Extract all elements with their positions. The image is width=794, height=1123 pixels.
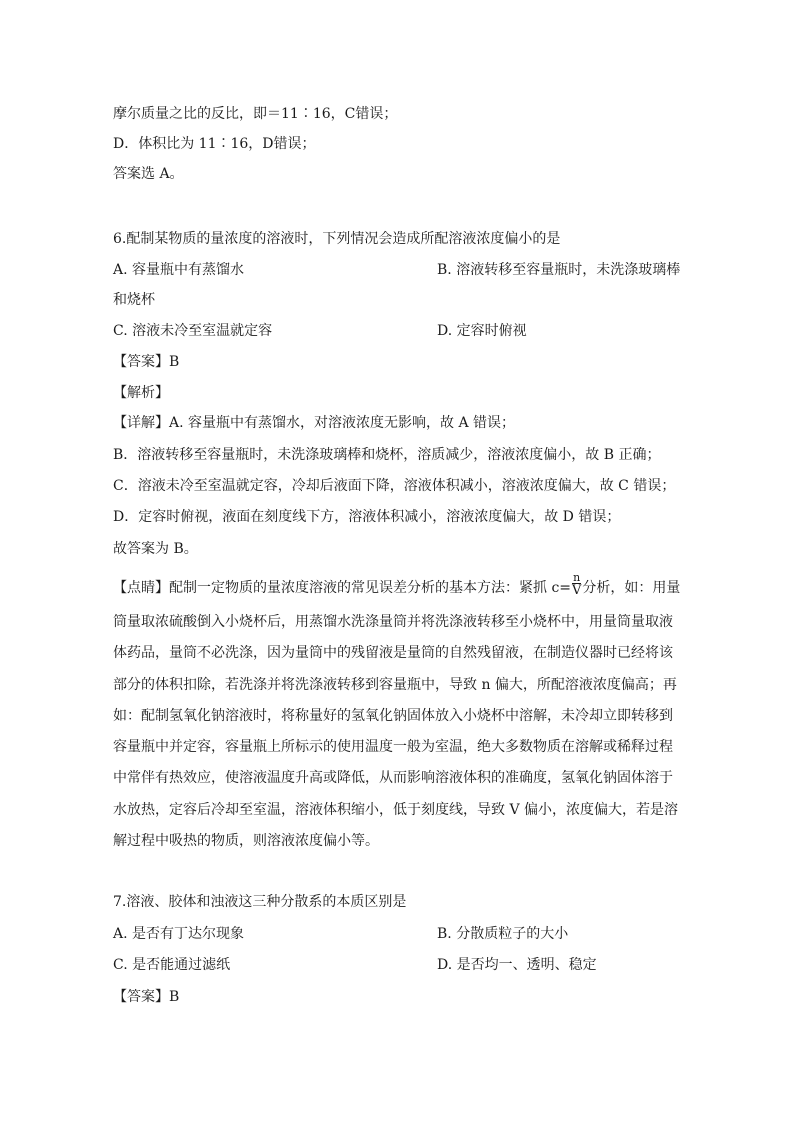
q6-option-b: B. 溶液转移至容量瓶时，未洗涤玻璃棒 [437, 262, 681, 278]
q6-analysis-title: 【解析】 [113, 385, 169, 401]
fraction-denominator: V [572, 583, 582, 598]
q6-answer: 【答案】B [113, 354, 180, 370]
q6-detail-b: B．溶液转移至容量瓶时，未洗涤玻璃棒和烧杯，溶质减少，溶液浓度偏小，故 B 正确； [113, 447, 661, 463]
concentration-fraction [572, 572, 581, 598]
q6-point-line: 水放热，定容后冷却至室温，溶液体积缩小，低于刻度线，导致 V 偏小，浓度偏大，若是溶 [113, 802, 679, 818]
q6-point-prefix: 【点睛】配制一定物质的量浓度溶液的常见误差分析的基本方法：紧抓 c= [113, 580, 572, 596]
q7-option-d: D. 是否均一、透明、稳定 [437, 957, 597, 973]
q6-point-suffix: 分析，如：用量 [582, 580, 681, 596]
q6-point-line: 部分的体积扣除，若洗涤并将洗涤液转移到容量瓶中，导致 n 偏大，所配溶液浓度偏高；再 [113, 677, 677, 693]
q7-option-b: B. 分散质粒子的大小 [437, 926, 569, 942]
q6-point-line: 如：配制氢氧化钠溶液时，将称量好的氢氧化钠固体放入小烧杯中溶解，未冷却立即转移到 [113, 708, 673, 724]
prev-solution-line-2: D．体积比为 11∶16，D错误； [113, 136, 316, 152]
prev-solution-line-1: 摩尔质量之比的反比，即＝11∶16，C错误； [113, 106, 398, 122]
q6-detail-d: D．定容时俯视，液面在刻度线下方，溶液体积减小，溶液浓度偏大，故 D 错误； [113, 509, 621, 525]
q6-point-line: 筒量取浓硫酸倒入小烧杯后，用蒸馏水洗涤量筒并将洗涤液转移至小烧杯中，用量筒量取液 [113, 614, 673, 630]
q6-detail-a: 【详解】A. 容量瓶中有蒸馏水，对溶液浓度无影响，故 A 错误； [113, 415, 516, 431]
q7-answer: 【答案】B [113, 989, 180, 1005]
q6-point-line: 体药品，量筒不必洗涤，因为量筒中的残留液是量筒的自然残留液，在制造仪器时已经将该 [113, 645, 673, 661]
q6-point-first-line [113, 571, 681, 601]
q6-point-line: 中常伴有热效应，使溶液温度升高或降低，从而影响溶液体积的准确度，氢氧化钠固体溶于 [113, 770, 673, 786]
q6-option-d: D. 定容时俯视 [437, 323, 527, 339]
q7-option-a: A. 是否有丁达尔现象 [113, 926, 245, 942]
q6-stem: 6.配制某物质的量浓度的溶液时，下列情况会造成所配溶液浓度偏小的是 [113, 231, 561, 247]
prev-solution-answer: 答案选 A。 [113, 166, 184, 182]
q6-conclusion: 故答案为 B。 [113, 541, 198, 557]
q6-point-line: 容量瓶中并定容，容量瓶上所标示的使用温度一般为室温，绝大多数物质在溶解或稀释过程 [113, 739, 673, 755]
q6-option-a: A. 容量瓶中有蒸馏水 [113, 262, 245, 278]
q7-stem: 7.溶液、胶体和浊液这三种分散系的本质区别是 [113, 894, 407, 910]
q6-detail-c: C．溶液未冷至室温就定容，冷却后液面下降，溶液体积减小，溶液浓度偏大，故 C 错误； [113, 478, 676, 494]
q7-option-c: C. 是否能通过滤纸 [113, 957, 231, 973]
q6-option-b-continued: 和烧杯 [113, 292, 155, 308]
q6-point-line: 解过程中吸热的物质，则溶液浓度偏小等。 [113, 833, 379, 849]
q6-option-c: C. 溶液未冷至室温就定容 [113, 323, 273, 339]
fraction-numerator: n [573, 571, 581, 584]
